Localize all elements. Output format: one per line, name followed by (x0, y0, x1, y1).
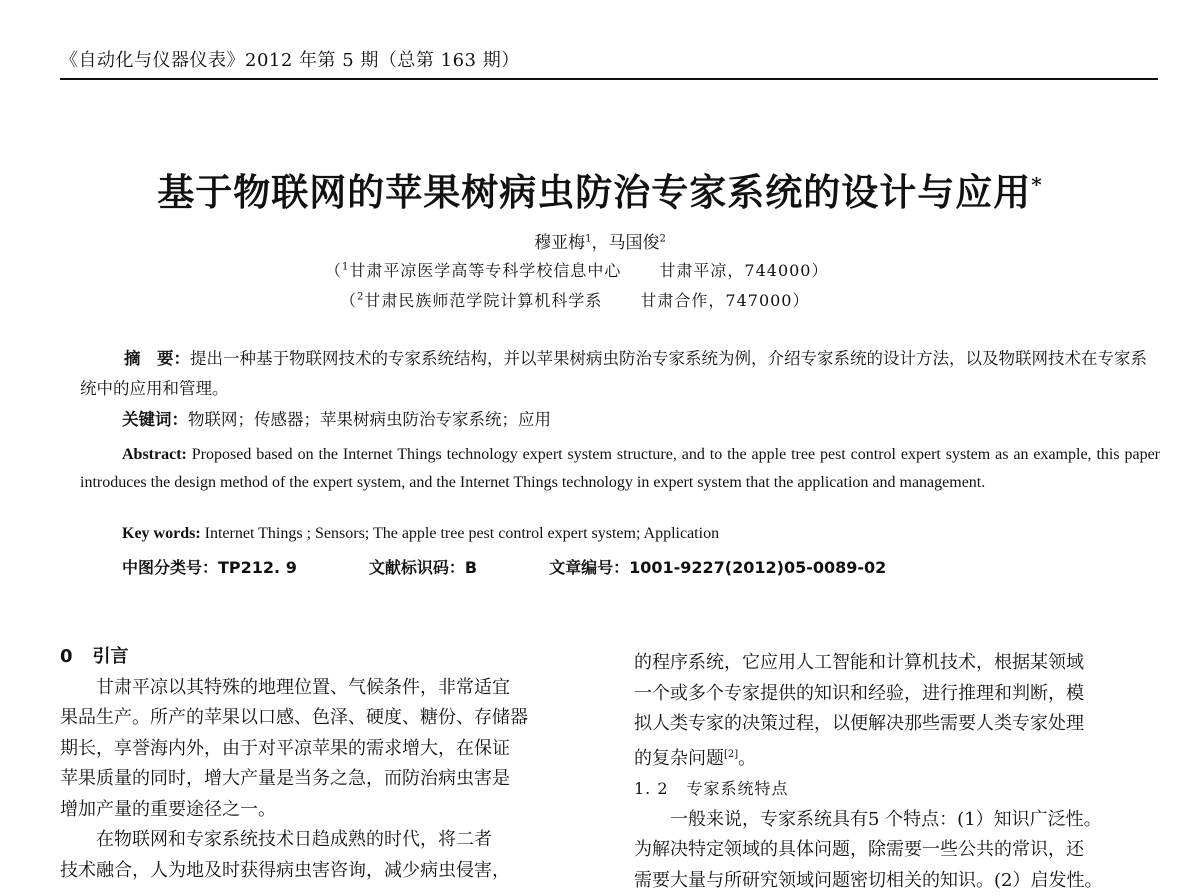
section-0-heading (60, 642, 580, 673)
abstract-en-label: Abstract: (122, 446, 187, 463)
keywords-en-text: Internet Things ; Sensors; The apple tree pest control expert system; Application (201, 525, 719, 542)
body-line: 苹果质量的同时，增大产量是当务之急，而防治病虫害是 (60, 764, 580, 795)
title-text: 基于物联网的苹果树病虫防治专家系统的设计与应用 (157, 170, 1031, 214)
art-value: 1001-9227(2012)05-0089-02 (629, 558, 886, 577)
classification-row (122, 555, 886, 578)
doc-label: 文献标识码： (369, 558, 465, 577)
citation-tail: 。 (738, 748, 756, 769)
body-line: 技术融合，人为地及时获得病虫害咨询，减少病虫侵害， (60, 856, 580, 887)
author-2: 马国俊 (609, 233, 660, 253)
affiliation-1-org: 甘肃平凉医学高等专科学校信息中心 (349, 261, 621, 280)
subsection-number: 1. 2 (634, 779, 669, 798)
body-line: 一般来说，专家系统具有5 个特点：(1）知识广泛性。 (634, 805, 1164, 836)
clc-number (122, 558, 297, 577)
authors-line (0, 228, 1200, 253)
title-footnote-mark: * (1031, 173, 1042, 197)
abstract-cn (80, 344, 1160, 404)
clc-label: 中图分类号： (122, 558, 218, 577)
subsection-heading (634, 774, 1164, 805)
abstract-en (80, 441, 1160, 497)
body-line: 拟人类专家的决策过程，以便解决那些需要人类专家处理 (634, 709, 1164, 740)
affiliation-2-sup: 2 (357, 292, 364, 303)
left-column (60, 642, 580, 886)
body-line: 的复杂问题 (634, 748, 724, 769)
body-line: 一个或多个专家提供的知识和经验，进行推理和判断，模 (634, 679, 1164, 710)
abstract-cn-label: 摘 要： (124, 349, 190, 368)
body-line: 的程序系统，它应用人工智能和计算机技术，根据某领域 (634, 648, 1164, 679)
doc-value: B (465, 558, 477, 577)
author-1: 穆亚梅 (534, 233, 585, 253)
right-column (634, 648, 1164, 896)
body-line: 果品生产。所产的苹果以口感、色泽、硬度、糖份、存储器 (60, 703, 580, 734)
body-line: 期长，享誉海内外，由于对平凉苹果的需求增大，在保证 (60, 734, 580, 765)
author-1-sup: 1 (585, 233, 591, 244)
section-0-title: 引言 (93, 646, 129, 667)
keywords-en-label: Key words: (122, 525, 201, 542)
abstract-cn-text: 提出一种基于物联网技术的专家系统结构，并以苹果树病虫防治专家系统为例，介绍专家系统的设计方法，以及物联网技术在专家系统中的应用和管理。 (80, 349, 1147, 398)
body-line: 在物联网和专家系统技术日趋成熟的时代，将二者 (60, 825, 580, 856)
author-separator: ， (592, 233, 609, 253)
author-2-sup: 2 (660, 233, 666, 244)
keywords-cn-text: 物联网；传感器；苹果树病虫防治专家系统；应用 (188, 410, 551, 429)
keywords-cn (122, 406, 551, 430)
body-line-with-citation (634, 740, 1164, 775)
body-line: 需要大量与所研究领域问题密切相关的知识。(2）启发性。 (634, 866, 1164, 896)
abstract-en-text: Proposed based on the Internet Things technology expert system structure, and to the apple tree pest control expert system as an example, this paper introduces the design method of the expert system, and the Internet Things technology in expert system that the application and management. (80, 446, 1160, 491)
article-number (549, 558, 886, 577)
affiliation-2-org: 甘肃民族师范学院计算机科学系 (364, 291, 602, 310)
running-head: 《自动化与仪器仪表》2012 年第 5 期（总第 163 期） (60, 46, 520, 72)
affiliation-1-place: 甘肃平凉，744000 (659, 261, 811, 280)
affiliation-1-sup: 1 (342, 262, 349, 273)
art-label: 文章编号： (549, 558, 629, 577)
body-line: 增加产量的重要途径之一。 (60, 795, 580, 826)
body-line: 甘肃平凉以其特殊的地理位置、气候条件，非常适宜 (60, 673, 580, 704)
header-rule (60, 78, 1158, 80)
keywords-en (122, 525, 719, 543)
section-0-number: 0 (60, 646, 73, 667)
document-code (369, 558, 477, 577)
clc-value: TP212. 9 (218, 558, 297, 577)
affiliation-1: （$^1$甘肃平凉医学高等专科学校信息中心 甘肃平凉，744000） (325, 258, 829, 281)
keywords-cn-label: 关键词： (122, 410, 188, 429)
paper-title (0, 162, 1200, 216)
citation-mark: [2] (724, 749, 738, 760)
affiliation-2: （$^2$甘肃民族师范学院计算机科学系 甘肃合作，747000） (340, 288, 810, 311)
body-line: 为解决特定领域的具体问题，除需要一些公共的常识，还 (634, 835, 1164, 866)
affiliation-2-place: 甘肃合作，747000 (640, 291, 792, 310)
subsection-title: 专家系统特点 (687, 779, 789, 798)
